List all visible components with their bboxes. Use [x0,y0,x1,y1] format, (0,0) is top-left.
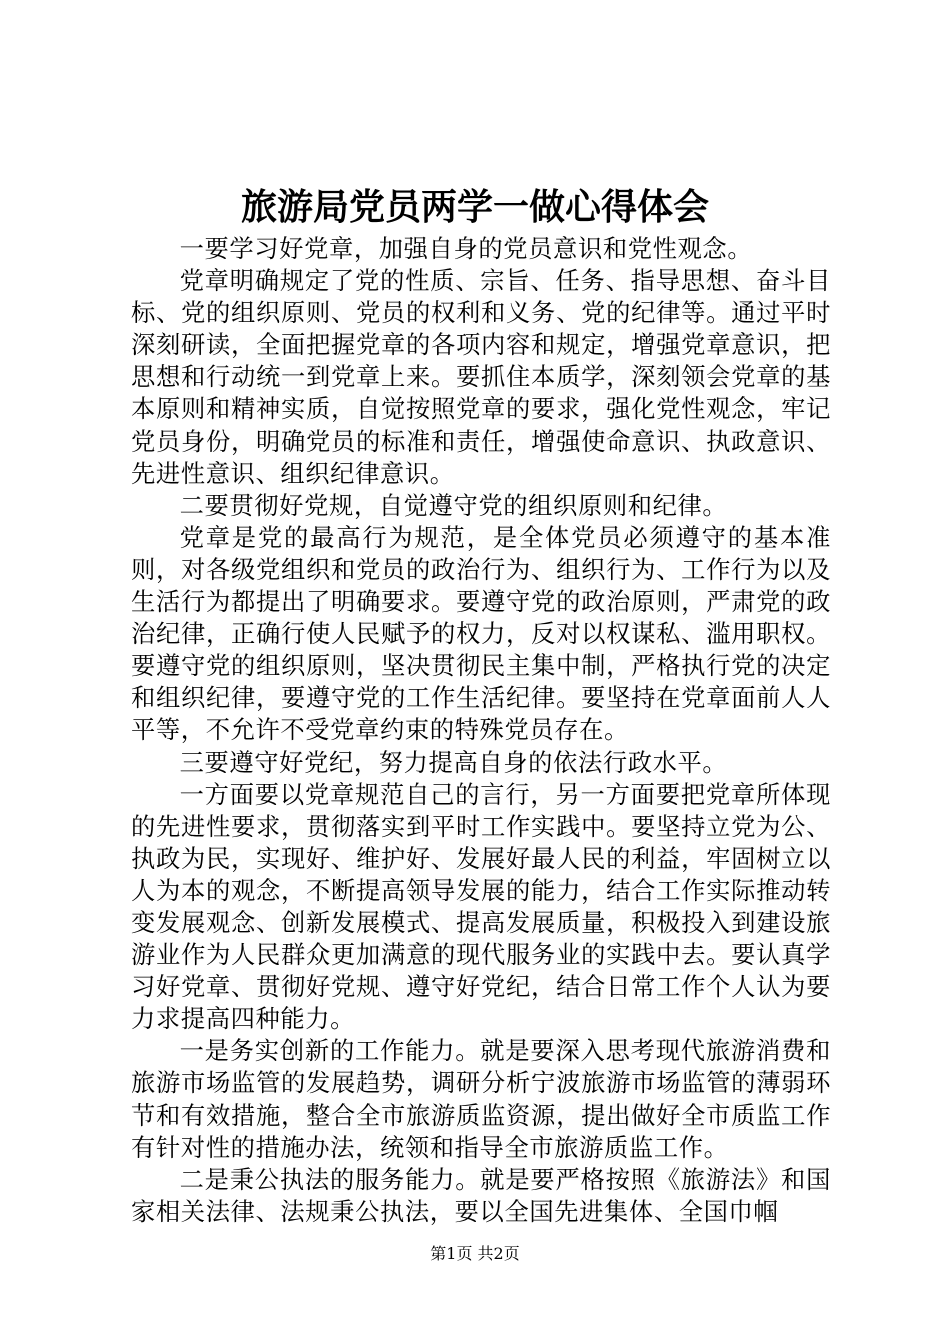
paragraph: 一是务实创新的工作能力。就是要深入思考现代旅游消费和旅游市场监管的发展趋势，调研分析宁波旅游市场监管的薄弱环节和有效措施，整合全市旅游质监资源，提出做好全市质监工作有针对性的措施办法，统领和指导全市旅游质监工作。 [131,1036,831,1162]
paragraph: 三要遵守好党纪，努力提高自身的依法行政水平。 [179,747,728,777]
page-number-footer: 第1页 共2页 [430,1244,520,1263]
paragraph: 一方面要以党章规范自己的言行，另一方面要把党章所体现的先进性要求，贯彻落实到平时工作实践中。要坚持立党为公、执政为民，实现好、维护好、发展好最人民的利益，牢固树立以人为本的观念，不断提高领导发展的能力，结合工作实际推动转变发展观念、创新发展模式、提高发展质量，积极投入到建设旅游业作为人民群众更加满意的现代服务业的实践中去。要认真学习好党章、贯彻好党规、遵守好党纪，结合日常工作个人认为要力求提高四种能力。 [131,779,831,1034]
paragraph: 一要学习好党章，加强自身的党员意识和党性观念。 [179,234,753,263]
document-body [131,233,831,1228]
paragraph: 二是秉公执法的服务能力。就是要严格按照《旅游法》和国家相关法律、法规秉公执法，要以全国先进集体、全国巾帼 [131,1164,831,1226]
paragraph: 二要贯彻好党规，自觉遵守党的组织原则和纪律。 [179,490,728,520]
document-title: 旅游局党员两学一做心得体会 [240,187,709,228]
paragraph: 党章是党的最高行为规范，是全体党员必须遵守的基本准则，对各级党组织和党员的政治行为、组织行为、工作行为以及生活行为都提出了明确要求。要遵守党的政治原则，严肃党的政治纪律，正确行使人民赋予的权力，反对以权谋私、滥用职权。要遵守党的组织原则，坚决贯彻民主集中制，严格执行党的决定和组织纪律，要遵守党的工作生活纪律。要坚持在党章面前人人平等，不允许不受党章约束的特殊党员存在。 [131,522,831,745]
paragraph: 党章明确规定了党的性质、宗旨、任务、指导思想、奋斗目标、党的组织原则、党员的权利和义务、党的纪律等。通过平时深刻研读，全面把握党章的各项内容和规定，增强党章意识，把思想和行动统一到党章上来。要抓住本质学，深刻领会党章的基本原则和精神实质，自觉按照党章的要求，强化党性观念，牢记党员身份，明确党员的标准和责任，增强使命意识、执政意识、先进性意识、组织纪律意识。 [131,266,831,488]
